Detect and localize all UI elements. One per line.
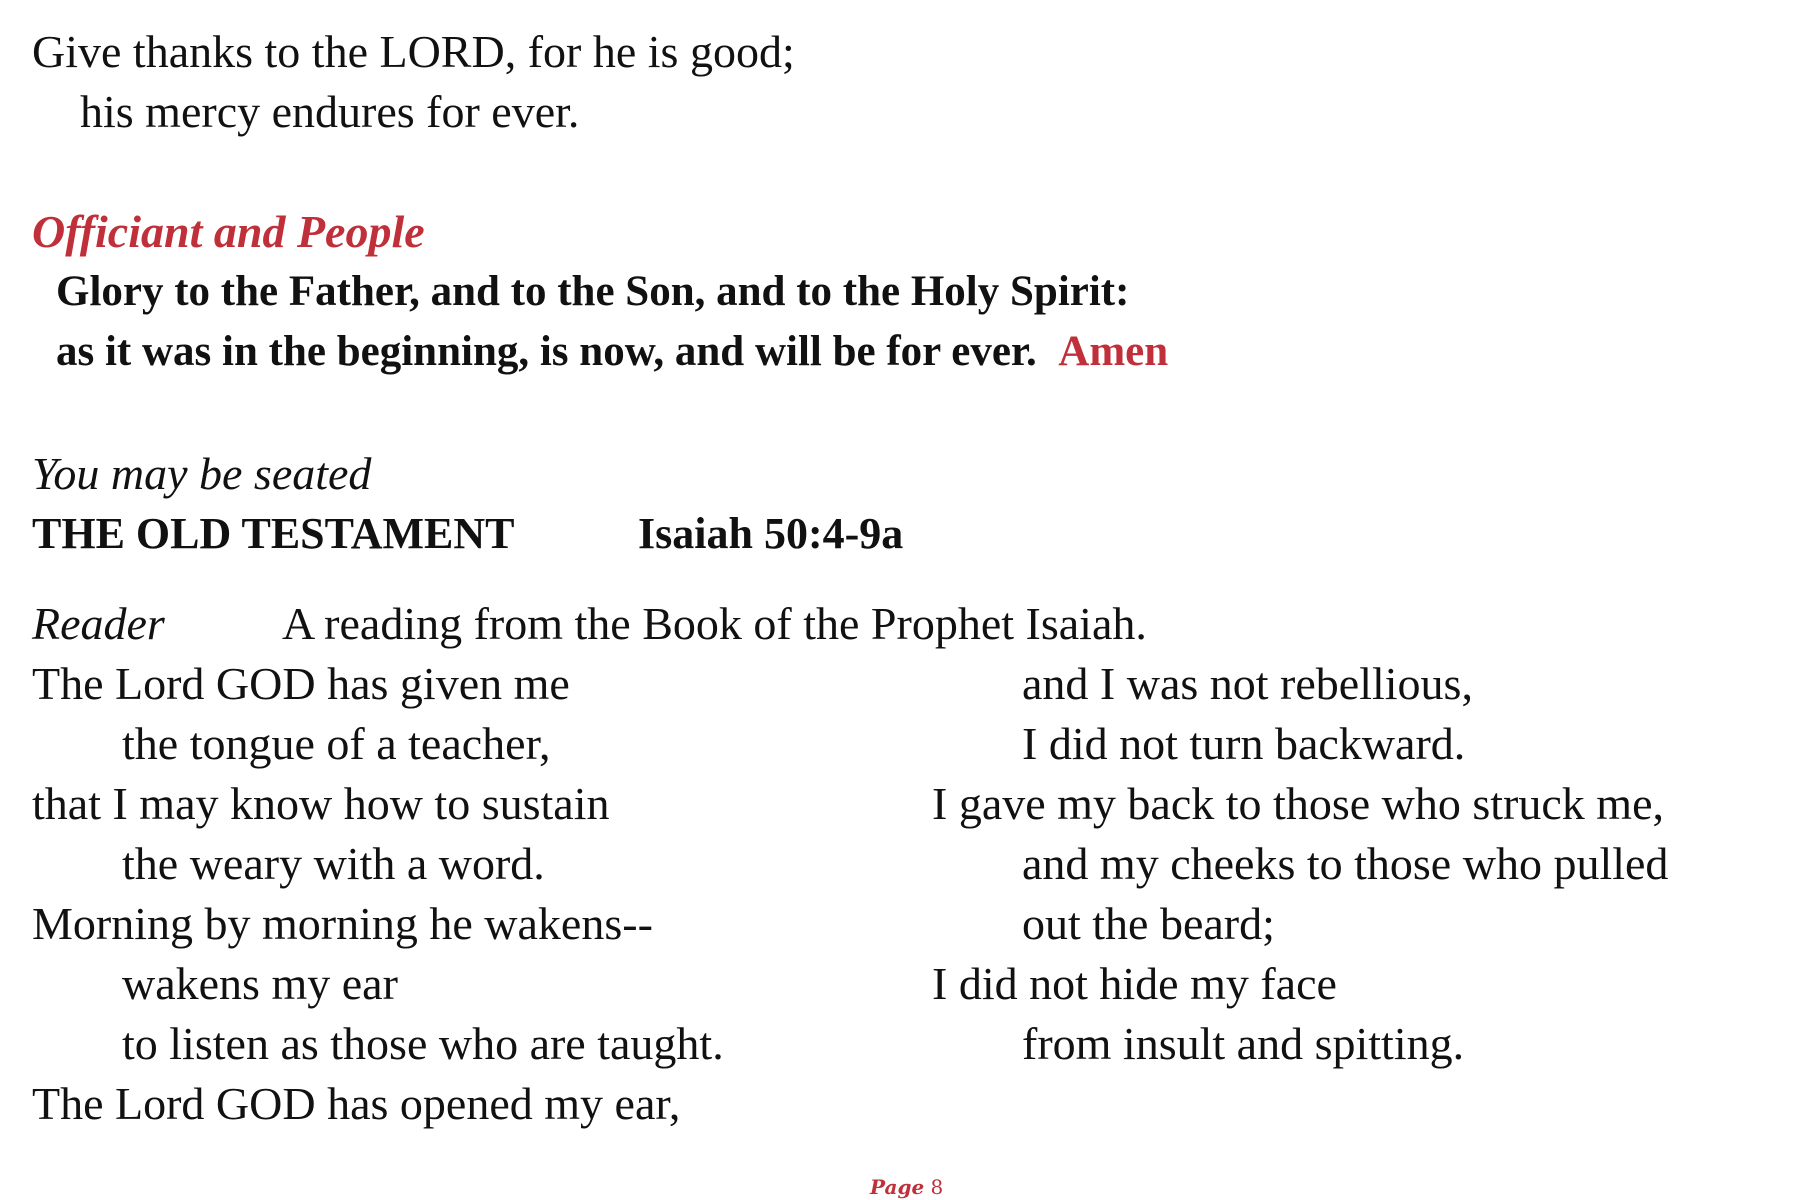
- opening-verse-line-2: his mercy endures for ever.: [80, 86, 580, 137]
- reading-announcement: A reading from the Book of the Prophet Isaiah.: [282, 598, 1147, 649]
- left-line-2: the tongue of a teacher,: [122, 718, 551, 769]
- right-line-3: I gave my back to those who struck me,: [932, 778, 1664, 829]
- left-line-7: to listen as those who are taught.: [122, 1018, 724, 1069]
- left-line-8: The Lord GOD has opened my ear,: [32, 1078, 681, 1129]
- left-line-6: wakens my ear: [122, 958, 398, 1009]
- reading-heading: THE OLD TESTAMENT: [32, 509, 515, 558]
- left-line-1: The Lord GOD has given me: [32, 658, 570, 709]
- amen-spacer: [1037, 328, 1059, 375]
- right-line-5: out the beard;: [1022, 898, 1275, 949]
- opening-verse-line-1: Give thanks to the LORD, for he is good;: [32, 26, 795, 77]
- left-line-4: the weary with a word.: [122, 838, 545, 889]
- page-footer: [870, 1174, 943, 1200]
- right-line-1: and I was not rebellious,: [1022, 658, 1473, 709]
- right-line-2: I did not turn backward.: [1022, 718, 1466, 769]
- seating-instruction: You may be seated: [32, 448, 372, 499]
- page-number: 8: [930, 1175, 944, 1199]
- left-line-5: Morning by morning he wakens--: [32, 898, 653, 949]
- gloria-amen: Amen: [1058, 328, 1169, 375]
- reading-citation: Isaiah 50:4-9a: [638, 509, 904, 558]
- right-line-4: and my cheeks to those who pulled: [1022, 838, 1669, 889]
- page-label: Page: [870, 1175, 925, 1199]
- gloria-line-2-text: as it was in the beginning, is now, and will be for ever.: [56, 328, 1037, 375]
- right-line-6: I did not hide my face: [932, 958, 1337, 1009]
- gloria-line-1: Glory to the Father, and to the Son, and to the Holy Spirit:: [56, 268, 1130, 315]
- gloria-rubric: Officiant and People: [32, 206, 425, 257]
- gloria-line-2: [56, 322, 1168, 382]
- left-line-3: that I may know how to sustain: [32, 778, 610, 829]
- reader-label: Reader: [32, 598, 165, 649]
- right-line-7: from insult and spitting.: [1022, 1018, 1465, 1069]
